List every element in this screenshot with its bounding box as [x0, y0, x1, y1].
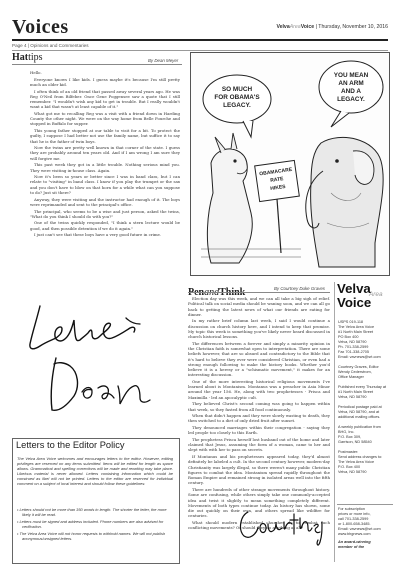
paragraph: This young father stopped at our table to visit for a bit. To protect the guilty, I suppose I had better not use the family name, but suffice it to say that he is the father of twin boys. [30, 128, 180, 144]
pen-and-think-byline: By Courtney Duke Graves [274, 286, 326, 291]
info-line: For subscription [338, 507, 366, 511]
paragraph: I often think of an old friend that passed away several years ago. He was Reg O'Neil from Bilfeber. Once Gene Poggensee saw a quote that I still remember. "I wouldn't wish any kid to get in trouble. But I really wouldn't want a kid that wasn't at least capable of it." [30, 88, 180, 110]
info-line: Velva, ND 58790 [338, 395, 367, 399]
info-line: Courtney Graves, Editor [338, 365, 379, 369]
info-line: Email: vavnews@srt.com [338, 527, 381, 531]
bubble-left-line: FOR OBAMA'S [214, 94, 260, 101]
guideline-item: • Letters should not be more than 350 words in length. The shorter the letter, the more likely it will be read. [17, 507, 167, 518]
paper-name-velva: Velva [276, 24, 290, 30]
info-line: Periodical postage paid at [338, 405, 382, 409]
info-line: Email: vavnews@srt.com [338, 355, 381, 359]
section-title: Voices [12, 16, 69, 38]
paragraph: Now the twins are pretty well known in that corner of the state. I guess they are probably around ten years old. And if I am wrong I am sure they will forgive me. [30, 145, 180, 161]
pen-and-think-article [188, 296, 330, 532]
elephant-character [311, 137, 384, 267]
sign-line: RATE [269, 176, 284, 184]
paragraph: In my rather brief column last week, I said I would continue a discussion on church history here, and I intend to keep that promise. My topic this week is something you've likely never heard discussed in church historical lessons. [188, 318, 330, 340]
dean-signature [22, 300, 172, 420]
velva-voice-logo [337, 282, 395, 309]
pen-title-main: Pen [188, 287, 205, 298]
cartoon-drawing [191, 53, 389, 275]
paragraph: If Montanus and his prophetesses appeared today, they'd almost definitely be labeled a cult. In the second century however, modern-day Christianity was largely illegal, so there weren't many public Christian figures to combat the idea. Montanism spread rapidly throughout the Roman Empire and remained strong in isolated areas well into the fifth century. [188, 454, 330, 486]
paragraph: This past week they got in a little trouble. Nothing serious mind you. They were visiting in-house class. Again. [30, 162, 180, 173]
paragraph: The principal, who seems to be a wise and just person, asked the twins, "What do you think I should do with you?" [30, 208, 180, 219]
paper-name-area: Area [289, 24, 301, 30]
paper-name-voice: Voice [300, 24, 315, 30]
info-line: Fax 701-338-2705 [338, 350, 370, 354]
sign-line: HIKES [269, 183, 286, 192]
hat-tips-article [30, 70, 180, 239]
hat-tips-title-main: Hat [12, 52, 29, 63]
info-line: prices or more info, [338, 512, 371, 516]
logo-voice: Voice [337, 295, 372, 310]
letters-policy-title: Letters to the Editor Policy [16, 440, 125, 450]
masthead-subrule [12, 50, 388, 51]
info-line: USPS 019-118 [338, 320, 364, 324]
info-line: BHG, Inc. [338, 430, 355, 434]
info-line: PO Box 400 [338, 335, 359, 339]
guideline-item: • Letters must be signed and address included. Phone numbers are also advised for verification. [17, 519, 164, 530]
hat-tips-byline: By Dean Meyer [148, 58, 179, 63]
hat-tips-rule [12, 64, 182, 65]
info-line: A weekly publication from [338, 425, 381, 429]
info-line: Postmaster: [338, 450, 359, 454]
info-line: The Velva Area Voice [338, 460, 375, 464]
paragraph: Election day was this week, and we can all take a big sigh of relief. Political talk on social media should be waning soon, and we can all go back to getting the latest news of what our friends are eating for dinner. [188, 296, 330, 317]
letters-policy-guidelines [17, 507, 173, 544]
paragraph: What got me to recalling Reg was a visit with a friend down in Harding County the other night. We were on the way home from Belle Fourche and stopped in Buffalo for supper. [30, 110, 180, 127]
info-line: Wendy Cederstrom, [338, 370, 372, 374]
logo-velva: Velva [337, 281, 371, 296]
award-line: An award-winning [338, 540, 371, 544]
sidebar-info [338, 320, 394, 475]
masthead-paper-info [276, 24, 388, 30]
paragraph: Hello. [30, 70, 42, 75]
sidebar-divider [334, 282, 335, 562]
info-line: Velva, ND 58790 [338, 470, 367, 474]
bubble-right-line: LEGACY. [337, 96, 365, 103]
info-line: Velva, ND 58790, and at [338, 410, 380, 414]
paragraph: Now it's been so years or better since I was in band class, but I can relate to "visiting" in band class. I know if you play the trumpet or the sax and you don't have to blow on that horn for a while what can you suppose to do? Just sit there? [30, 174, 180, 195]
info-line: P.O. Box 400 [338, 465, 361, 469]
paragraph: One of the twins quickly responded, "I think a stern lecture would be good, and then possible detention if we do it again." [30, 220, 180, 231]
hat-tips-title-end: tips [28, 52, 43, 63]
paragraph: The prophetess Prisca herself lost husband out of the home and later claimed that Jesus, assuming the form of a woman, came to her and slept with with her to pass on secrets. [188, 436, 330, 453]
bubble-right-line: AN ARM [338, 80, 364, 87]
info-line: Ph. 701-338-2599 [338, 345, 369, 349]
masthead-rule [12, 39, 388, 41]
hat-tips-title [12, 52, 43, 63]
bubble-left-line: SO MUCH [221, 86, 253, 93]
logo-area: Area [369, 291, 383, 298]
info-line: Send address changes to: [338, 455, 383, 459]
info-line: or 1-800-658-3485. [338, 522, 371, 526]
info-line: #1 North Main Street [338, 330, 374, 334]
info-line: Velva, ND 58790 [338, 340, 367, 344]
editorial-cartoon [190, 52, 390, 276]
pen-and-think-rule [188, 292, 330, 293]
paragraph: Everyone knows I like kids. I guess maybe it's because I'm still pretty much an older kid. [30, 76, 180, 87]
paragraph: There are hundreds of other strange movements throughout history. Some are confusing, while others simply take one commonly-accepted idea and twist it slightly to mean something completely different. Movements of both types continue today. As history has shown, some die out quickly on their own, and others spread like wildfire for centuries. [188, 487, 330, 519]
info-line: Published every Thursday at [338, 385, 387, 389]
sidebar-rule [337, 504, 393, 505]
speech-bubble-right [319, 61, 383, 113]
info-line: www.bhgnews.com [338, 532, 371, 536]
info-line: additional mailing offices. [338, 415, 381, 419]
info-line: P.O. Box 309, [338, 435, 362, 439]
courtney-signature [234, 500, 330, 550]
paragraph: One of the more interesting historical religious movements I've learned about is Montanism. Montanus was a preacher in Asia Minor around the year 156. He, along with two prophetesses - Prisca and Maximilla - led an apocalyptic cult. [188, 378, 330, 400]
bubble-right-line: YOU MEAN [333, 72, 369, 79]
info-line: call 701-338-2599 [338, 517, 369, 521]
bubble-left-line: LEGACY. [223, 102, 251, 109]
paragraph: When that didn't happen and they were slowly wasting to death, they then switched to a diet of only dried fruit after sunset. [188, 413, 330, 424]
guideline-item: • The Velva Area Voice will not honor requests to withhold names. We will not publish anonymous/unsigned letters. [17, 531, 166, 542]
donkey-character [207, 149, 252, 263]
info-line: The Velva Area Voice [338, 325, 375, 329]
pen-title-mid: and [204, 287, 220, 298]
paragraph: They believed Christ's second coming was going to happen within that week, so they fasted from all food continuously. [188, 401, 330, 412]
paragraph: What should modern established churches do to combat such conflicting movements? Or should they do anything at all? [188, 519, 330, 531]
pen-title-end: Think [219, 287, 246, 298]
info-line: #1 North Main Street [338, 390, 374, 394]
paragraph: They denounced marriages within their congregation - saying they led people too closely to this Earth. [188, 425, 330, 436]
issue-date: | Thursday, November 10, 2016 [315, 24, 388, 30]
info-line: Garrison, ND 58540 [338, 440, 372, 444]
paragraph: The differences between a forever and simply a minority opinion in the Christian faith is somewhat open to interpretation. There are some beliefs however, that are so absurd and contradictory to the Bible that it's hard to believe they ever were considered Christian, or even had a strong enough following to make the history books. Whether you'd believe it is a heresy or a "schismatic movement," it makes for an interesting discussion. [188, 340, 330, 378]
subscription-info [338, 507, 394, 550]
paragraph: I just can't see that these boys have a very good future in crime. [34, 232, 162, 238]
sign-line: OBAMACARE [258, 166, 293, 178]
info-line: Office Manager [338, 375, 364, 379]
award-line: member of the [338, 545, 365, 549]
page-label: Page 4 | Opinions and Commentaries [12, 43, 89, 48]
letters-policy-body: The Velva Area Voice welcomes and encourages letters to the editor. However, editing privileges are reserved on any items submitted. Items will be edited for length as space allows. Grammatical and spelling corrections will be made and rewriting may take place. Libelous material is never allowed. Letters containing information which could be construed as libel will not be printed. Letters to the editor are reserved for individual comment on a subject of local interest and should follow these guidelines: [17, 456, 173, 487]
paragraph: Anyway, they were visiting and the instructor had enough of it. The boys were reprimanded and sent to the principal's office. [30, 196, 180, 207]
bubble-right-line: AND A [341, 88, 361, 95]
